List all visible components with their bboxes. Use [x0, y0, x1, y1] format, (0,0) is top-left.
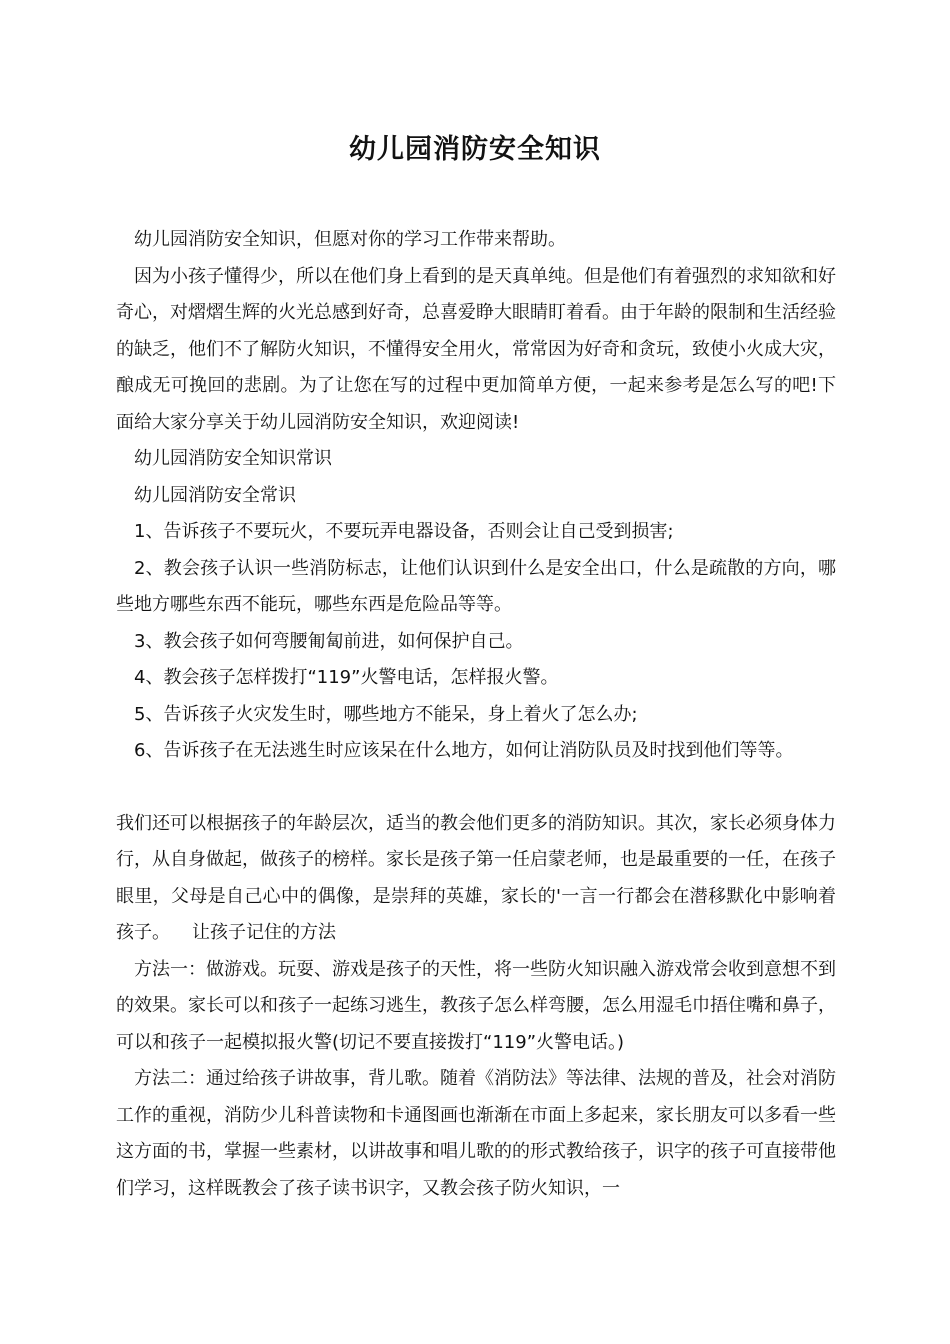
paragraph-parents	[116, 806, 836, 952]
list-item: 6、告诉孩子在无法逃生时应该呆在什么地方，如何让消防队员及时找到他们等等。	[134, 740, 794, 761]
method-one-paragraph: 方法一：做游戏。玩耍、游戏是孩子的天性，将一些防火知识融入游戏常会收到意想不到的效果。家长可以和孩子一起练习逃生，教孩子怎么样弯腰，怎么用湿毛巾捂住嘴和鼻子，可以和孩子一起模拟报火警(切记不要直接拨打“119”火警电话。)	[116, 958, 836, 1053]
list-item: 4、教会孩子怎样拨打“119”火警电话，怎样报火警。	[134, 667, 559, 688]
paragraph-parents-text: 我们还可以根据孩子的年龄层次，适当的教会他们更多的消防知识。其次，家长必须身体力行，从自身做起，做孩子的榜样。家长是孩子第一任启蒙老师，也是最重要的一任，在孩子眼里，父母是自己心中的偶像，是崇拜的英雄，家长的'一言一行都会在潜移默化中影响着孩子。	[116, 812, 836, 943]
subsection-heading: 幼儿园消防安全常识	[134, 484, 296, 506]
paragraph-spacer	[116, 770, 836, 806]
list-item: 1、告诉孩子不要玩火，不要玩弄电器设备，否则会让自己受到损害;	[134, 521, 674, 542]
intro-paragraph: 幼儿园消防安全知识，但愿对你的学习工作带来帮助。	[134, 229, 566, 250]
list-item: 3、教会孩子如何弯腰匍匐前进，如何保护自己。	[134, 630, 524, 652]
list-item: 2、教会孩子认识一些消防标志，让他们认识到什么是安全出口，什么是疏散的方向，哪些地方哪些东西不能玩，哪些东西是危险品等等。	[116, 557, 836, 615]
list-item: 5、告诉孩子火灾发生时，哪些地方不能呆，身上着火了怎么办;	[134, 703, 638, 725]
paragraph-background: 因为小孩子懂得少，所以在他们身上看到的是天真单纯。但是他们有着强烈的求知欲和好奇心，对熠熠生辉的火光总感到好奇，总喜爱睁大眼睛盯着看。由于年龄的限制和生活经验的缺乏，他们不了解防火知识，不懂得安全用火，常常因为好奇和贪玩，致使小火成大灾，酿成无可挽回的悲剧。为了让您在写的过程中更加简单方便，一起来参考是怎么写的吧!下面给大家分享关于幼儿园消防安全知识，欢迎阅读!	[116, 265, 836, 433]
document-title: 幼儿园消防安全知识	[349, 134, 601, 165]
document-body	[116, 222, 836, 1207]
methods-heading: 让孩子记住的方法	[192, 922, 336, 943]
method-two-paragraph: 方法二：通过给孩子讲故事，背儿歌。随着《消防法》等法律、法规的普及，社会对消防工作的重视，消防少儿科普读物和卡通图画也渐渐在市面上多起来，家长朋友可以多看一些这方面的书，掌握一些素材，以讲故事和唱儿歌的的形式教给孩子，识字的孩子可直接带他们学习，这样既教会了孩子读书识字，又教会孩子防火知识，一	[116, 1068, 836, 1199]
section-heading: 幼儿园消防安全知识常识	[134, 448, 332, 469]
